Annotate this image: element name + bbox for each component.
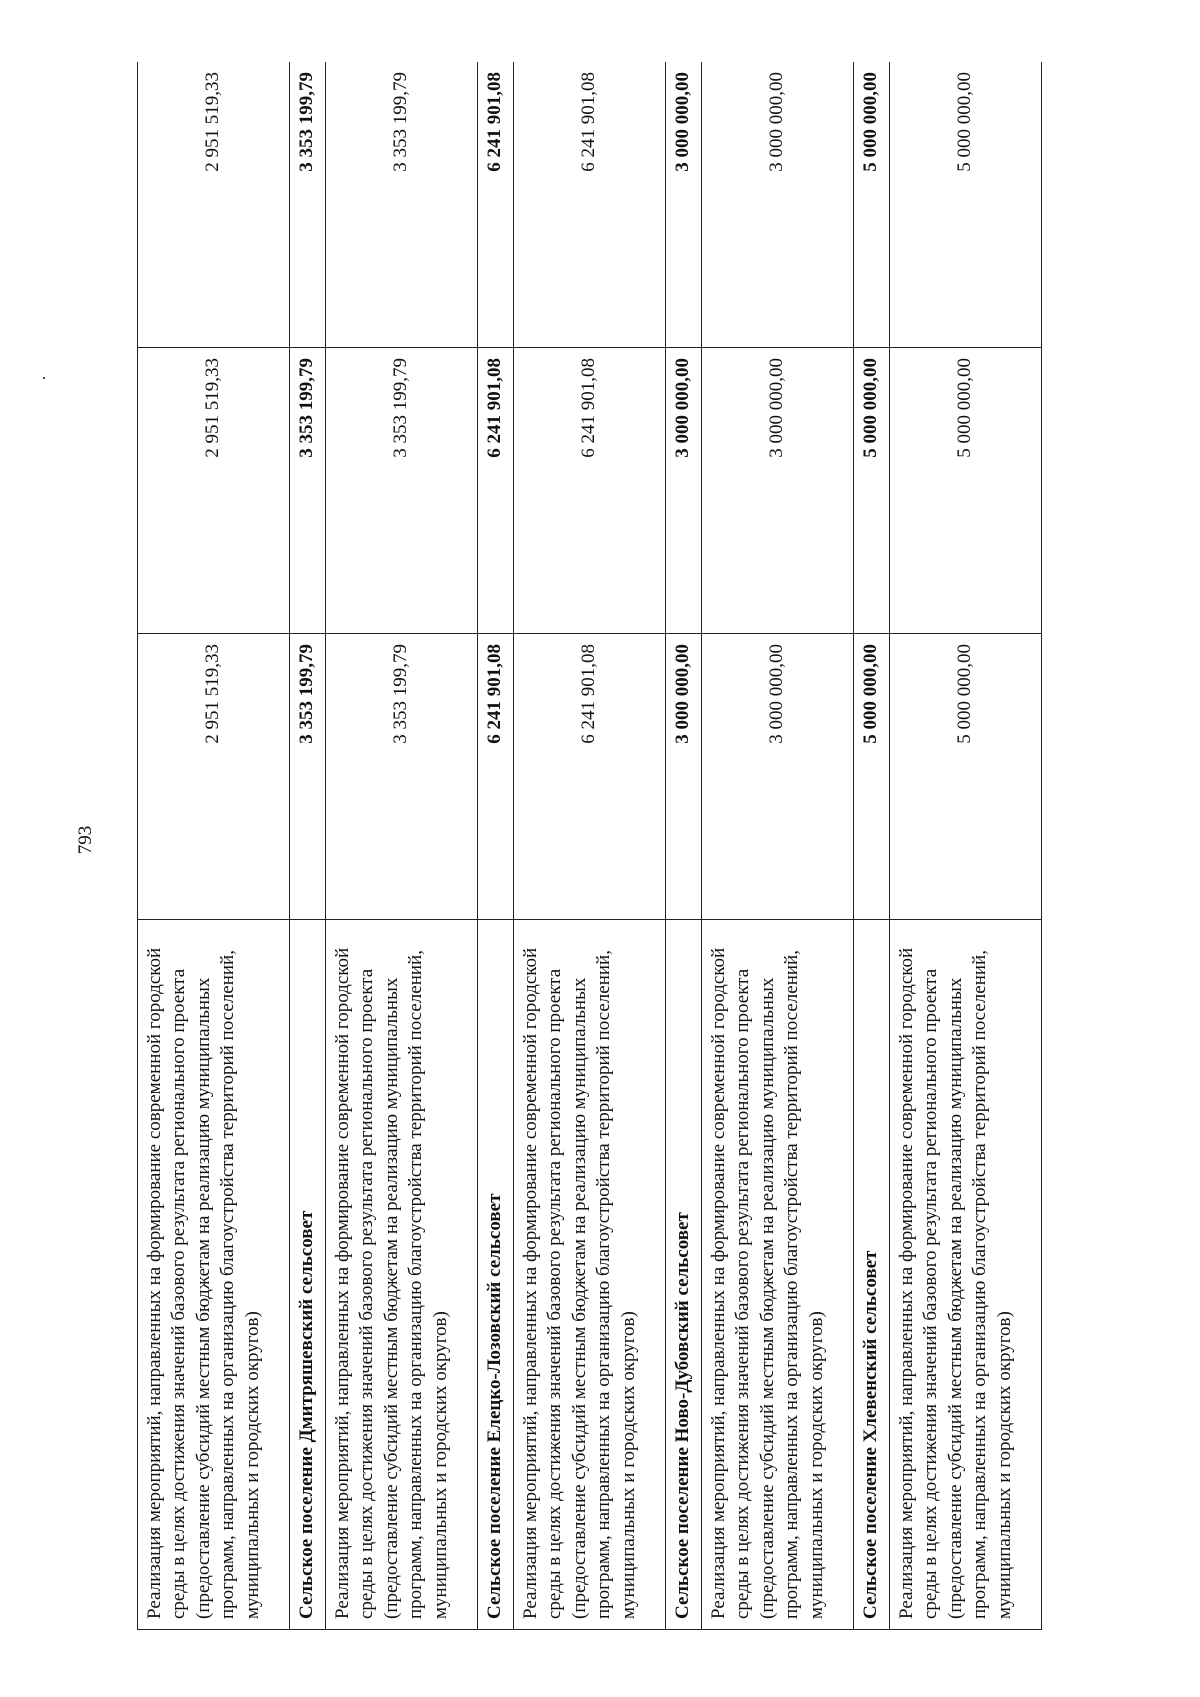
table-row-settlement	[666, 62, 702, 1630]
table-row-measure	[514, 62, 666, 1630]
amount-cell-year-1: 2 951 519,33	[138, 634, 290, 920]
amount-cell-year-1: 5 000 000,00	[890, 634, 1042, 920]
amount-cell-year-3: 3 353 199,79	[326, 62, 478, 348]
table-row-settlement	[290, 62, 326, 1630]
rotated-table-container	[137, 62, 1060, 1630]
table-row-measure	[890, 62, 1042, 1630]
amount-cell-year-3: 5 000 000,00	[854, 62, 890, 348]
amount-cell-year-2: 2 951 519,33	[138, 348, 290, 634]
settlement-name-cell: Сельское поселение Ново-Дубовский сельсовет	[666, 920, 702, 1630]
table-row-measure	[138, 62, 290, 1630]
amount-cell-year-3: 3 000 000,00	[702, 62, 854, 348]
budget-table	[137, 62, 1042, 1630]
amount-cell-year-3: 6 241 901,08	[514, 62, 666, 348]
settlement-name-cell: Сельское поселение Дмитряшевский сельсовет	[290, 920, 326, 1630]
amount-cell-year-2: 3 000 000,00	[702, 348, 854, 634]
amount-cell-year-2: 6 241 901,08	[478, 348, 514, 634]
measure-description-cell: Реализация мероприятий, направленных на формирование современной городской среды в целях достижения значений базового результата регионального проекта (предоставление субсидий местным бюджетам на реализацию муниципальных программ, направленных на организацию благоустройства территорий поселений, муниципальных и городских округов)	[514, 920, 666, 1630]
amount-cell-year-3: 6 241 901,08	[478, 62, 514, 348]
page-number: 793	[75, 825, 96, 855]
amount-cell-year-1: 3 000 000,00	[666, 634, 702, 920]
amount-cell-year-1: 3 000 000,00	[702, 634, 854, 920]
amount-cell-year-1: 3 353 199,79	[290, 634, 326, 920]
amount-cell-year-2: 3 000 000,00	[666, 348, 702, 634]
amount-cell-year-1: 6 241 901,08	[478, 634, 514, 920]
amount-cell-year-3: 3 000 000,00	[666, 62, 702, 348]
amount-cell-year-3: 2 951 519,33	[138, 62, 290, 348]
amount-cell-year-3: 5 000 000,00	[890, 62, 1042, 348]
amount-cell-year-1: 6 241 901,08	[514, 634, 666, 920]
amount-cell-year-2: 5 000 000,00	[854, 348, 890, 634]
table-row-measure	[702, 62, 854, 1630]
amount-cell-year-2: 3 353 199,79	[290, 348, 326, 634]
amount-cell-year-2: 3 353 199,79	[326, 348, 478, 634]
scan-speck	[43, 377, 45, 379]
settlement-name-cell: Сельское поселение Елецко-Лозовский сельсовет	[478, 920, 514, 1630]
rotated-table-area	[137, 62, 1060, 1630]
amount-cell-year-1: 3 353 199,79	[326, 634, 478, 920]
measure-description-cell: Реализация мероприятий, направленных на формирование современной городской среды в целях достижения значений базового результата регионального проекта (предоставление субсидий местным бюджетам на реализацию муниципальных программ, направленных на организацию благоустройства территорий поселений, муниципальных и городских округов)	[326, 920, 478, 1630]
measure-description-cell: Реализация мероприятий, направленных на формирование современной городской среды в целях достижения значений базового результата регионального проекта (предоставление субсидий местным бюджетам на реализацию муниципальных программ, направленных на организацию благоустройства территорий поселений, муниципальных и городских округов)	[702, 920, 854, 1630]
amount-cell-year-2: 5 000 000,00	[890, 348, 1042, 634]
table-row-settlement	[478, 62, 514, 1630]
measure-description-cell: Реализация мероприятий, направленных на формирование современной городской среды в целях достижения значений базового результата регионального проекта (предоставление субсидий местным бюджетам на реализацию муниципальных программ, направленных на организацию благоустройства территорий поселений, муниципальных и городских округов)	[138, 920, 290, 1630]
table-row-settlement	[854, 62, 890, 1630]
table-row-measure	[326, 62, 478, 1630]
measure-description-cell: Реализация мероприятий, направленных на формирование современной городской среды в целях достижения значений базового результата регионального проекта (предоставление субсидий местным бюджетам на реализацию муниципальных программ, направленных на организацию благоустройства территорий поселений, муниципальных и городских округов)	[890, 920, 1042, 1630]
amount-cell-year-2: 6 241 901,08	[514, 348, 666, 634]
settlement-name-cell: Сельское поселение Хлевенский сельсовет	[854, 920, 890, 1630]
amount-cell-year-3: 3 353 199,79	[290, 62, 326, 348]
amount-cell-year-1: 5 000 000,00	[854, 634, 890, 920]
